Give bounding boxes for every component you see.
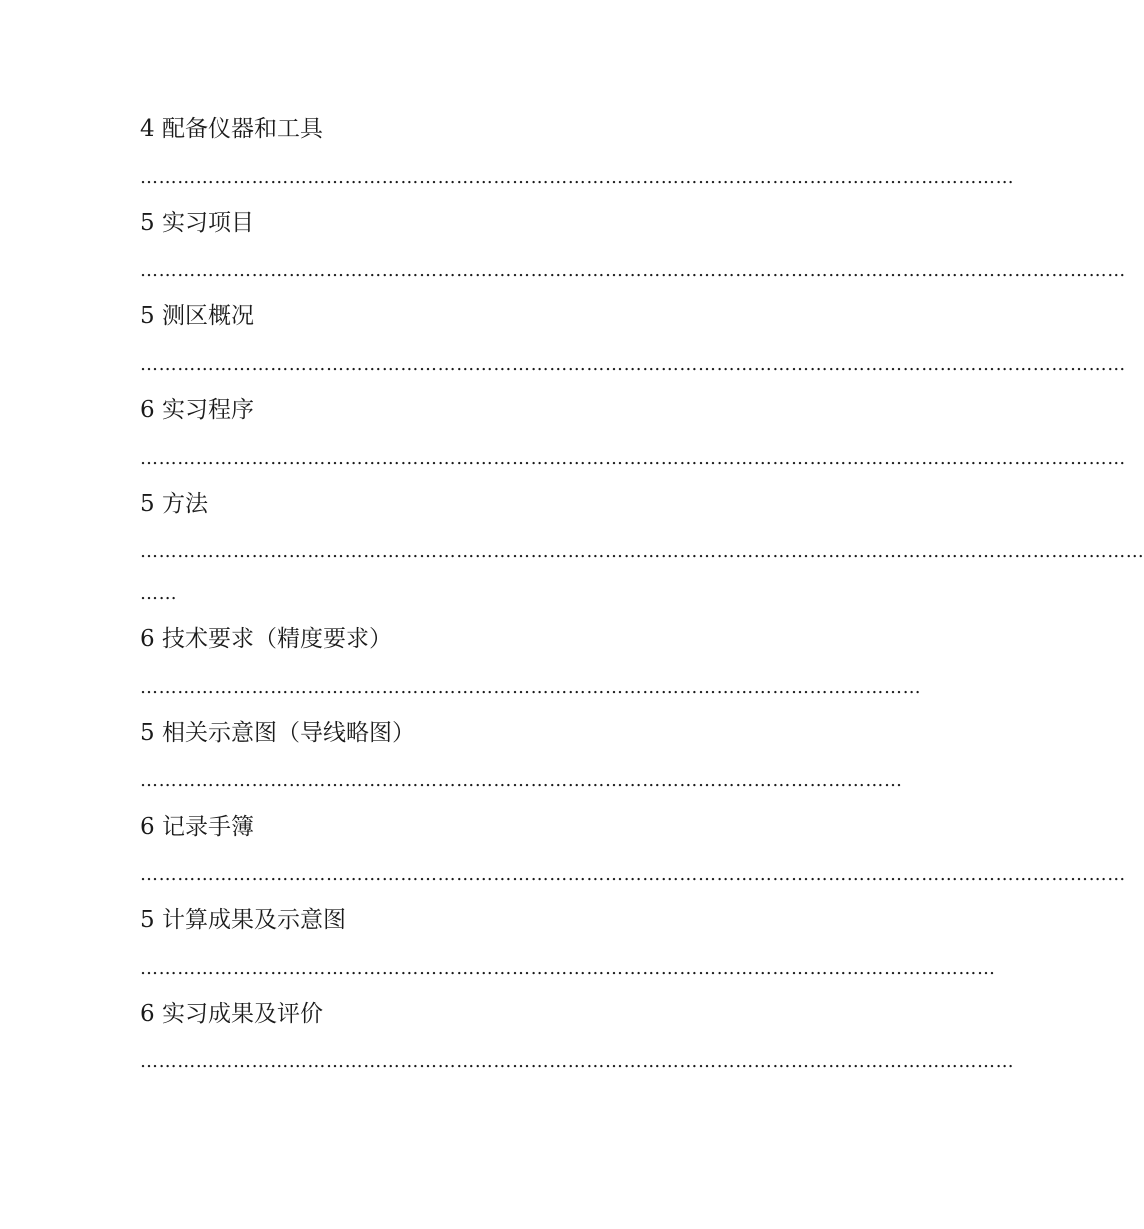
toc-entry-title: 5 实习项目 <box>140 210 254 236</box>
toc-entry-leader-continued: …… <box>140 583 178 604</box>
toc-entry-leader: ………………………………………………………………………………………………………………………… <box>140 958 996 979</box>
toc-entry-title: 6 实习成果及评价 <box>140 1001 323 1027</box>
toc-entry-leader: …………………………………………………………………………………………………………………………………………… <box>140 354 1126 375</box>
toc-entry-leader: …………………………………………………………………………………………………………………………… <box>140 167 1015 188</box>
toc-entry-leader: …………………………………………………………………………………………………………………………………………… <box>140 260 1126 281</box>
toc-entry-leader: …………………………………………………………………………………………………………… <box>140 770 903 791</box>
toc-entry-leader: …………………………………………………………………………………………………………………………… <box>140 1051 1015 1072</box>
toc-entry-title: 5 相关示意图（导线略图） <box>140 720 415 746</box>
toc-entry-title: 6 实习程序 <box>140 397 254 423</box>
toc-entry-title: 5 方法 <box>140 491 208 517</box>
toc-entry-title: 6 技术要求（精度要求） <box>140 626 392 652</box>
toc-entry-title: 5 计算成果及示意图 <box>140 907 346 933</box>
toc-entry-title: 6 记录手簿 <box>140 814 254 840</box>
toc-entry-leader: ……………………………………………………………………………………………………………… <box>140 677 922 698</box>
toc-entry-leader: …………………………………………………………………………………………………………………………………………… <box>140 864 1126 885</box>
toc-entry-title: 5 测区概况 <box>140 303 254 329</box>
toc-entry-leader: ……………………………………………………………………………………………………………………………………………… <box>140 541 1144 562</box>
toc-entry-title: 4 配备仪器和工具 <box>140 116 323 142</box>
toc-entry-leader: …………………………………………………………………………………………………………………………………………… <box>140 448 1126 469</box>
